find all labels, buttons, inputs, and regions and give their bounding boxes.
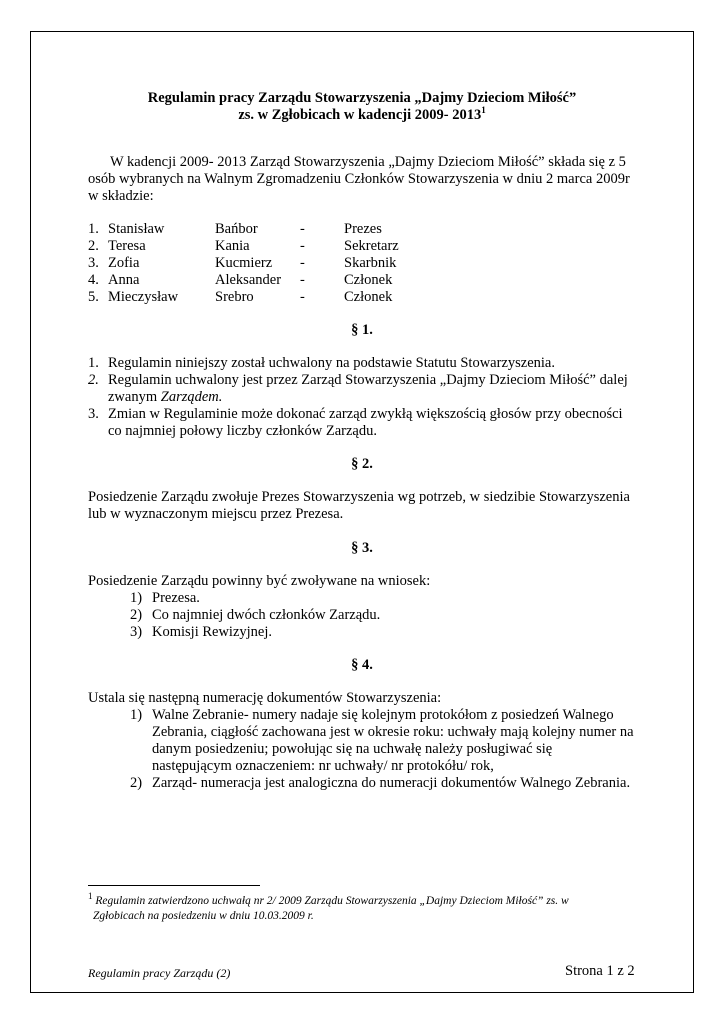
s3-item-text: Prezesa.: [152, 590, 200, 606]
s1-item3-line1: Zmian w Regulaminie może dokonać zarząd zwykłą większością głosów przy obecności: [108, 406, 623, 422]
member-last-name: Aleksander: [215, 272, 282, 288]
s3-item-num: 2): [130, 607, 143, 623]
footnote-line1: $^1$ Regulamin zatwierdzono uchwałą nr 2/ 2009 Zarządu Stowarzyszenia „Dajmy Dzieciom Miłość” zs. w: [88, 891, 569, 907]
member-first-name: Zofia: [108, 255, 140, 271]
s4-item1-line4: następującym oznaczeniem: nr uchwały/ nr protokółu/ rok,: [152, 758, 494, 774]
member-role: Skarbnik: [344, 255, 397, 271]
section-3-heading: § 3.: [351, 540, 373, 556]
member-role: Prezes: [344, 221, 382, 237]
footer-page-number: Strona 1 z 2: [565, 963, 635, 979]
intro-line-2: osób wybranych na Walnym Zgromadzeniu Członków Stowarzyszenia w dniu 2 marca 2009r: [88, 171, 630, 187]
s3-item-num: 1): [130, 590, 143, 606]
member-row: [88, 272, 488, 289]
intro-line-3: w składzie:: [88, 188, 154, 204]
footnote-ref: 1: [481, 105, 486, 116]
member-num: 1.: [88, 221, 99, 237]
member-first-name: Stanisław: [108, 221, 165, 237]
s4-item1-line2: Zebrania, ciągłość zachowana jest w okresie roku: uchwały mają kolejny numer na: [152, 724, 634, 740]
doc-title-line2: zs. w Zgłobicach w kadencji 2009- 2013$^1$: [238, 105, 486, 123]
member-last-name: Bańbor: [215, 221, 258, 237]
member-row: [88, 221, 488, 238]
s3-item-num: 3): [130, 624, 143, 640]
footnote-separator: [88, 885, 260, 886]
s4-item1-num: 1): [130, 707, 143, 723]
member-row: [88, 289, 488, 306]
section-4-heading: § 4.: [351, 657, 373, 673]
s4-item2-num: 2): [130, 775, 143, 791]
member-num: 3.: [88, 255, 99, 271]
s1-item2-num: 2.: [88, 372, 99, 388]
member-first-name: Anna: [108, 272, 140, 288]
member-role: Sekretarz: [344, 238, 399, 254]
member-dash: -: [300, 272, 305, 288]
member-role: Członek: [344, 272, 393, 288]
doc-title-line1: Regulamin pracy Zarządu Stowarzyszenia „Dajmy Dzieciom Miłość”: [147, 90, 577, 106]
s1-item3-line2: co najmniej połowy liczby członków Zarządu.: [108, 423, 377, 439]
s2-line1: Posiedzenie Zarządu zwołuje Prezes Stowarzyszenia wg potrzeb, w siedzibie Stowarzyszenia: [88, 489, 630, 505]
member-dash: -: [300, 255, 305, 271]
member-num: 2.: [88, 238, 99, 254]
member-row: [88, 238, 488, 255]
member-dash: -: [300, 221, 305, 237]
member-first-name: Teresa: [108, 238, 146, 254]
member-last-name: Srebro: [215, 289, 254, 305]
s1-item1-text: Regulamin niniejszy został uchwalony na podstawie Statutu Stowarzyszenia.: [108, 355, 555, 371]
s3-item-text: Komisji Rewizyjnej.: [152, 624, 273, 640]
section-1-heading: § 1.: [351, 322, 373, 338]
s3-item-text: Co najmniej dwóch członków Zarządu.: [152, 607, 381, 623]
member-dash: -: [300, 289, 305, 305]
footer-doc-name: Regulamin pracy Zarządu (2): [88, 966, 231, 980]
s1-item2-line2: zwanym Zarządem.: [108, 389, 223, 405]
member-num: 5.: [88, 289, 99, 305]
s1-item1-num: 1.: [88, 355, 99, 371]
footnote-line2: Zgłobicach na posiedzeniu w dniu 10.03.2009 r.: [93, 910, 314, 922]
intro-line-1: W kadencji 2009- 2013 Zarząd Stowarzyszenia „Dajmy Dzieciom Miłość” składa się z 5: [110, 154, 626, 170]
s4-item1-line1: Walne Zebranie- numery nadaje się kolejnym protokółom z posiedzeń Walnego: [152, 707, 614, 723]
member-last-name: Kania: [215, 238, 250, 254]
section-2-heading: § 2.: [351, 456, 373, 472]
member-num: 4.: [88, 272, 99, 288]
s4-item1-line3: danym posiedzeniu; powołując się na uchwałę należy posługiwać się: [152, 741, 553, 757]
s1-item2-line1: Regulamin uchwalony jest przez Zarząd Stowarzyszenia „Dajmy Dzieciom Miłość” dalej: [108, 372, 628, 388]
member-role: Członek: [344, 289, 393, 305]
s1-item3-num: 3.: [88, 406, 99, 422]
member-dash: -: [300, 238, 305, 254]
member-last-name: Kucmierz: [215, 255, 273, 271]
member-first-name: Mieczysław: [108, 289, 179, 305]
s4-intro: Ustala się następną numerację dokumentów Stowarzyszenia:: [88, 690, 442, 706]
s3-intro: Posiedzenie Zarządu powinny być zwoływane na wniosek:: [88, 573, 431, 589]
member-row: [88, 255, 488, 272]
s2-line2: lub w wyznaczonym miejscu przez Prezesa.: [88, 506, 344, 522]
s4-item2-text: Zarząd- numeracja jest analogiczna do numeracji dokumentów Walnego Zebrania.: [152, 775, 631, 791]
